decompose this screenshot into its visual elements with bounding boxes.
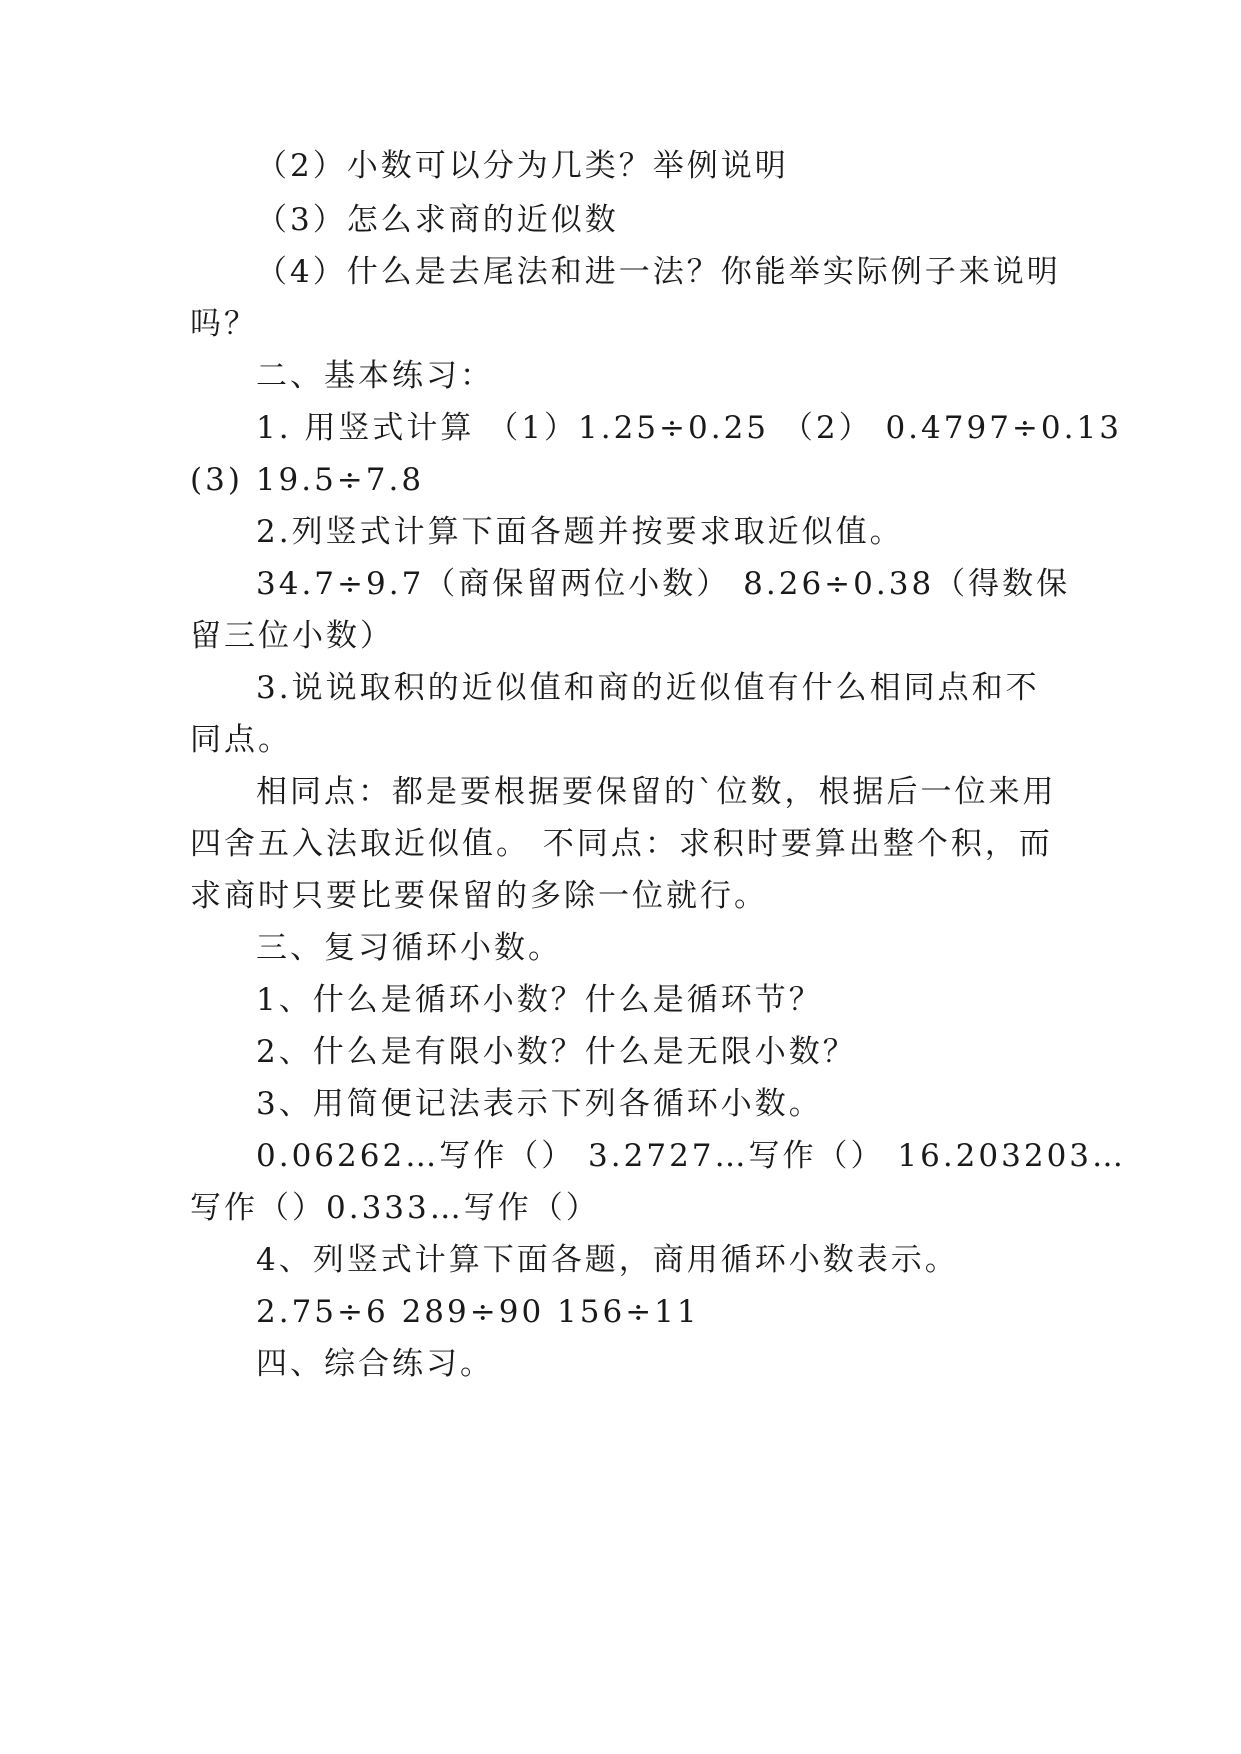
exercise-2: 2.列竖式计算下面各题并按要求取近似值。: [256, 514, 904, 550]
review-question-4: 4、列竖式计算下面各题，商用循环小数表示。: [256, 1242, 959, 1278]
review-question-2: 2、什么是有限小数？什么是无限小数？: [256, 1034, 857, 1070]
review-question-4-problems: 2.75÷6 289÷90 156÷11: [256, 1294, 700, 1330]
exercise-1: 1. 用竖式计算 （1）1.25÷0.25 （2） 0.4797÷0.13: [256, 410, 1122, 446]
exercise-2-problems: 34.7÷9.7（商保留两位小数） 8.26÷0.38（得数保: [256, 566, 1071, 602]
question-4-cont: 吗？: [190, 306, 258, 342]
answer-paragraph: 相同点：都是要根据要保留的`位数，根据后一位来用: [256, 774, 1057, 810]
review-question-1: 1、什么是循环小数？什么是循环节？: [256, 982, 823, 1018]
question-3: （3）怎么求商的近似数: [256, 202, 619, 238]
review-question-3-items-cont: 写作（）0.333…写作（）: [190, 1190, 600, 1226]
question-2: （2）小数可以分为几类？举例说明: [256, 148, 789, 184]
exercise-2-problems-cont: 留三位小数）: [190, 618, 394, 654]
review-question-3: 3、用简便记法表示下列各循环小数。: [256, 1086, 823, 1122]
section-3-heading: 三、复习循环小数。: [256, 930, 562, 966]
section-4-heading: 四、综合练习。: [256, 1346, 494, 1382]
exercise-1-cont: (3) 19.5÷7.8: [190, 462, 425, 498]
answer-paragraph-line-2: 四舍五入法取近似值。 不同点：求积时要算出整个积，而: [190, 826, 1053, 862]
exercise-3-cont: 同点。: [190, 722, 292, 758]
answer-paragraph-line-3: 求商时只要比要保留的多除一位就行。: [190, 878, 768, 914]
section-2-heading: 二、基本练习：: [256, 358, 494, 394]
question-4: （4）什么是去尾法和进一法？你能举实际例子来说明: [256, 254, 1061, 290]
review-question-3-items: 0.06262…写作（） 3.2727…写作（） 16.203203…: [256, 1138, 1127, 1174]
exercise-3: 3.说说取积的近似值和商的近似值有什么相同点和不: [256, 670, 1040, 706]
